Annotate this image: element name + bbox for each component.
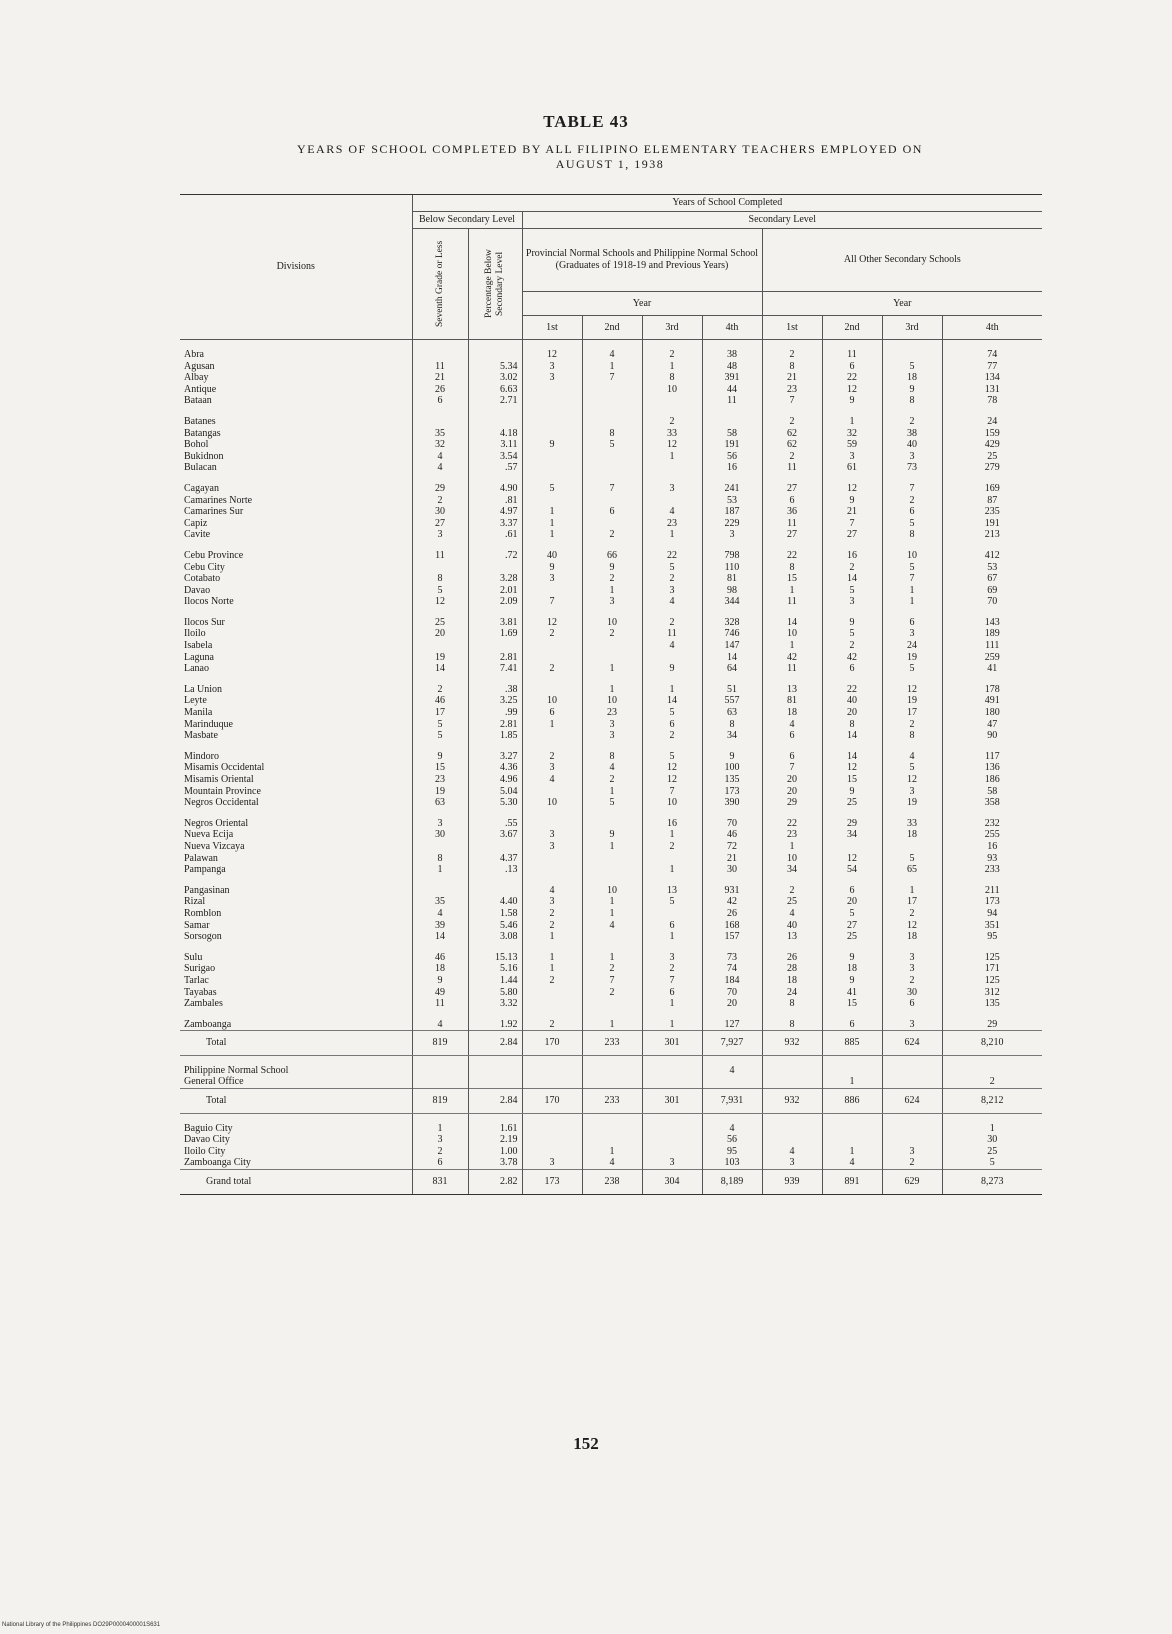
division-names: Baguio City Davao City Iloilo City Zamboanga City	[184, 1122, 251, 1169]
division-group	[180, 1010, 1042, 1031]
division-names: Negros Oriental Nueva Ecija Nueva Vizcaya Palawan Pampanga	[184, 817, 249, 876]
seventh-grade-values: 831	[432, 1176, 448, 1188]
prov-2nd-values: 66 9 2 1 3	[607, 549, 617, 608]
division-names: Batanes Batangas Bohol Bukidnon Bulacan	[184, 415, 224, 474]
year-4th-other: 4th	[942, 316, 1042, 340]
prov-2nd-values: 8 5	[609, 427, 615, 451]
prov-3rd-values: 304	[664, 1176, 680, 1188]
other-2nd-values: 1 4	[849, 1145, 855, 1169]
prov-2nd-values: 233	[604, 1095, 620, 1107]
division-group	[180, 608, 1042, 675]
other-3rd-values: 6 3 24 19 5	[907, 616, 917, 675]
prov-1st-values: 2	[549, 1018, 555, 1030]
other-4th-values: 169 87 235 191 213	[984, 482, 1000, 541]
year-2nd-other: 2nd	[822, 316, 882, 340]
other-1st-values: 27 6 36 11 27	[787, 482, 797, 541]
percentage-below-header: Percentage Below Secondary Level	[468, 229, 522, 340]
cities-row	[180, 1113, 1042, 1169]
seventh-grade-values: 9 15 23 19 63	[435, 750, 445, 809]
percentage-below-values: 3.27 4.36 4.96 5.04 5.30	[500, 750, 518, 809]
prov-2nd-values: 8 4 2 1 5	[609, 750, 615, 809]
other-2nd-values: 6 20 5 27 25	[847, 884, 857, 943]
division-group	[180, 407, 1042, 474]
below-secondary-header: Below Secondary Level	[412, 212, 522, 229]
other-3rd-values: 624	[904, 1037, 920, 1049]
year-3rd-other: 3rd	[882, 316, 942, 340]
other-2nd-values: 9 5 2 42 6	[847, 616, 857, 675]
grand-total-row	[180, 1170, 1042, 1195]
other-3rd-values: 624	[904, 1095, 920, 1107]
other-4th-values: 232 255 16 93 233	[984, 817, 1000, 876]
prov-4th-values: 328 746 147 14 64	[724, 616, 740, 675]
prov-4th-values: 73 74 184 70 20	[724, 951, 740, 1010]
prov-3rd-values: 3 2 7 6 1	[669, 951, 675, 1010]
other-3rd-values: 1 17 2 12 18	[907, 884, 917, 943]
prov-4th-values: 931 42 26 168 157	[724, 884, 740, 943]
prov-4th-values: 51 557 63 8 34	[724, 683, 740, 742]
percentage-below-values: .72 3.28 2.01 2.09	[500, 549, 518, 608]
years-completed-header: Years of School Completed	[412, 195, 1042, 212]
percentage-below-values: 4.18 3.11 3.54 .57	[500, 427, 518, 474]
prov-1st-values	[527, 1065, 578, 1077]
prov-4th-values: 70 46 72 21 30	[727, 817, 737, 876]
seventh-grade-values: 2 46 17 5 5	[435, 683, 445, 742]
division-names: Total	[206, 1095, 227, 1107]
prov-3rd-values: 301	[664, 1095, 680, 1107]
prov-1st-values: 1 1 2	[549, 951, 555, 986]
other-2nd-values: 886	[844, 1095, 860, 1107]
other-1st-values: 2 25 4 40 13	[787, 884, 797, 943]
seventh-grade-values: 3 30 8 1	[435, 817, 445, 876]
prov-1st-values: 2 3 4 10	[547, 750, 557, 809]
seventh-grade-values: 46 18 9 49 11	[435, 951, 445, 1010]
data-table-container	[180, 194, 1042, 1195]
seventh-grade-values: 819	[432, 1095, 448, 1107]
other-4th-values: 8,210	[981, 1037, 1004, 1049]
other-3rd-values: 33 18 5 65	[907, 817, 917, 876]
prov-1st-values: 5 1 1 1	[549, 482, 555, 541]
prov-4th-values: 4 56 95 103	[724, 1122, 740, 1169]
prov-4th-values: 4	[729, 1064, 735, 1076]
library-footer: National Library of the Philippines DO29P0000400001S631	[2, 1622, 161, 1628]
divisions-header: Divisions	[180, 195, 412, 340]
prov-1st-values: 170	[544, 1037, 560, 1049]
other-2nd-values: 16 2 14 5 3	[847, 549, 857, 608]
other-3rd-values: 2 38 40 3 73	[907, 415, 917, 474]
prov-2nd-values: 1	[609, 1018, 615, 1030]
prov-1st-values: 10 6 1	[547, 695, 557, 730]
other-2nd-values: 29 34 12 54	[847, 817, 857, 876]
seventh-grade-values: 11 21 26 6	[435, 360, 445, 407]
division-group	[180, 474, 1042, 541]
percentage-below-values: 3.81 1.69 2.81 7.41	[500, 616, 518, 675]
division-group	[180, 876, 1042, 943]
other-2nd-values: 14 12 15 9 25	[847, 750, 857, 809]
seventh-grade-values: 29 2 30 27 3	[435, 482, 445, 541]
other-2nd-values: 9 18 9 41 15	[847, 951, 857, 1010]
other-1st-values: 6 7 20 20 29	[787, 750, 797, 809]
other-4th-values: 178 491 180 47 90	[984, 683, 1000, 742]
prov-4th-values: 127	[724, 1018, 740, 1030]
prov-2nd-values: 1 10 23 3 3	[607, 683, 617, 742]
pns-row	[180, 1055, 1042, 1088]
percentage-below-values: 1.61 2.19 1.00 3.78	[500, 1122, 518, 1169]
other-4th-values: 24 159 429 25 279	[984, 415, 1000, 474]
other-4th-values: 2	[989, 1076, 995, 1088]
other-3rd-values: 4 5 12 3 19	[907, 750, 917, 809]
other-4th-values: 29	[987, 1018, 998, 1030]
prov-3rd-values: 13 5 6 1	[667, 884, 677, 943]
division-group	[180, 340, 1042, 407]
other-1st-values: 26 28 18 24 8	[787, 951, 797, 1010]
seventh-grade-values: 35 32 4 4	[435, 427, 445, 474]
table-subtitle	[200, 142, 1020, 172]
year-1st-other: 1st	[762, 316, 822, 340]
other-4th-values: 412 53 67 69 70	[984, 549, 1000, 608]
prov-4th-values: 58 191 56 16	[724, 427, 740, 474]
year-3rd-provincial: 3rd	[642, 316, 702, 340]
division-names: Grand total	[206, 1176, 252, 1188]
percentage-below-values: 2.84	[500, 1037, 518, 1049]
division-group	[180, 809, 1042, 876]
prov-2nd-values: 1 2 7 2	[609, 951, 615, 998]
prov-3rd-values: 2 1 8 10	[667, 349, 677, 395]
prov-1st-values: 170	[544, 1095, 560, 1107]
prov-3rd-values: 2 33 12 1	[667, 415, 677, 462]
other-4th-values: 117 136 186 58 358	[984, 750, 1000, 809]
seventh-grade-header: Seventh Grade or Less	[412, 229, 468, 340]
prov-4th-values: 9 100 135 173 390	[724, 750, 740, 809]
prov-1st-values: 173	[544, 1176, 560, 1188]
other-4th-values: 74 77 134 131 78	[984, 349, 1000, 407]
prov-3rd-values	[647, 1065, 698, 1077]
other-3rd-values: 10 5 7 1 1	[907, 549, 917, 608]
secondary-level-header: Secondary Level	[522, 212, 1042, 229]
other-2nd-values: 22 40 20 8 14	[847, 683, 857, 742]
other-3rd-values: 5 18 9 8	[907, 360, 917, 407]
other-3rd-values: 12 19 17 2 8	[907, 683, 917, 742]
percentage-below-values: .38 3.25 .99 2.81 1.85	[500, 683, 518, 742]
other-1st-values: 2 8 21 23 7	[787, 349, 797, 407]
prov-3rd-values: 1	[669, 1018, 675, 1030]
other-1st-values: 939	[784, 1176, 800, 1188]
prov-3rd-values: 3	[669, 1157, 675, 1169]
seventh-grade-values: 11 8 5 12	[435, 549, 445, 608]
other-2nd-values: 11 6 22 12 9	[847, 349, 857, 407]
division-names: La Union Leyte Manila Marinduque Masbate	[184, 683, 233, 742]
prov-3rd-values: 1 14 5 6 2	[667, 683, 677, 742]
percentage-below-values: 2.82	[500, 1176, 518, 1188]
division-names: Mindoro Misamis Occidental Misamis Oriental Mountain Province Negros Occidental	[184, 750, 265, 809]
prov-4th-values: 798 110 81 98 344	[724, 549, 740, 608]
prov-1st-values: 40 9 3 7	[547, 549, 557, 608]
other-1st-values: 13 81 18 4 6	[787, 683, 797, 742]
division-names: Cebu Province Cebu City Cotabato Davao Ilocos Norte	[184, 549, 244, 608]
percentage-below-values: 1.92	[500, 1018, 518, 1030]
seventh-grade-values: 4	[437, 1018, 443, 1030]
percentage-below-values: 2.84	[500, 1095, 518, 1107]
seventh-grade-values: 35 4 39 14	[435, 896, 445, 943]
other-1st-values: 932	[784, 1095, 800, 1107]
division-group	[180, 742, 1042, 809]
seventh-grade-values	[417, 1065, 464, 1077]
other-3rd-values: 3 3 2 30 6	[907, 951, 917, 1010]
other-3rd-values: 7 2 6 5 8	[909, 482, 915, 541]
prov-1st-values: 9	[549, 439, 555, 451]
percentage-below-values	[473, 1065, 518, 1077]
prov-2nd-values: 10 1 1 4	[607, 884, 617, 931]
other-2nd-values: 12 9 21 7 27	[847, 482, 857, 541]
division-names: Ilocos Sur Iloilo Isabela Laguna Lanao	[184, 616, 225, 675]
division-names: Sulu Surigao Tarlac Tayabas Zambales	[184, 951, 223, 1010]
other-2nd-values: 885	[844, 1037, 860, 1049]
year-2nd-provincial: 2nd	[582, 316, 642, 340]
other-2nd-values: 891	[844, 1176, 860, 1188]
subtitle-line-1: YEARS OF SCHOOL COMPLETED BY ALL FILIPINO ELEMENTARY TEACHERS EMPLOYED ON	[297, 142, 923, 156]
prov-2nd-values: 7 6 2	[609, 482, 615, 541]
prov-3rd-values: 5 12 12 7 10	[667, 750, 677, 809]
prov-4th-values: 8,189	[720, 1176, 744, 1188]
percentage-below-values: .55 3.67 4.37 .13	[500, 817, 518, 876]
percentage-below-values: 4.40 1.58 5.46 3.08	[500, 896, 518, 943]
division-names: Pangasinan Rizal Romblon Samar Sorsogon	[184, 884, 230, 943]
division-names: Philippine Normal School General Office	[184, 1064, 289, 1088]
prov-2nd-values: 233	[604, 1037, 620, 1049]
provincial-normal-header: Provincial Normal Schools and Philippine Normal School (Graduates of 1918-19 and Previous Years)	[522, 229, 762, 292]
other-2nd-values: 1 32 59 3 61	[847, 415, 857, 474]
prov-3rd-values: 3 4 23 1	[667, 482, 677, 541]
prov-3rd-values: 16 1 2 1	[667, 817, 677, 876]
total-row	[180, 1031, 1042, 1056]
other-4th-values: 125 171 125 312 135	[984, 951, 1000, 1010]
teachers-table	[180, 194, 1042, 1195]
other-1st-values: 22 23 1 10 34	[787, 817, 797, 876]
prov-3rd-values: 22 5 2 3 4	[667, 549, 677, 608]
division-names: Cagayan Camarines Norte Camarines Sur Capiz Cavite	[184, 482, 253, 541]
other-3rd-values: 3 2	[909, 1145, 915, 1169]
other-3rd-values	[887, 1065, 938, 1077]
other-4th-values: 1 30 25 5	[987, 1122, 998, 1169]
prov-1st-values: 3 3	[549, 829, 555, 852]
prov-4th-values: 241 53 187 229 3	[724, 482, 740, 541]
other-4th-values: 8,273	[981, 1176, 1004, 1188]
table-header	[180, 195, 1042, 340]
other-1st-values: 2 62 62 2 11	[787, 415, 797, 474]
prov-3rd-values: 2 11 4 9	[667, 616, 677, 675]
seventh-grade-values: 25 20 19 14	[435, 616, 445, 675]
prov-2nd-values: 238	[604, 1176, 620, 1188]
other-1st-values: 22 8 15 1 11	[787, 549, 797, 608]
division-group	[180, 541, 1042, 608]
prov-4th-values: 7,931	[720, 1095, 744, 1107]
other-2nd-values: 1	[849, 1076, 855, 1088]
prov-4th-values: 7,927	[720, 1037, 744, 1049]
prov-2nd-values	[587, 1065, 638, 1077]
prov-4th-values: 38 48 391 44 11	[724, 349, 740, 407]
other-3rd-values: 3	[909, 1018, 915, 1030]
other-1st-values	[767, 1065, 818, 1077]
subtitle-line-2: AUGUST 1, 1938	[555, 157, 665, 171]
prov-2nd-values: 10 2 1	[607, 616, 617, 675]
other-1st-values: 14 10 1 42 11	[787, 616, 797, 675]
year-4th-provincial: 4th	[702, 316, 762, 340]
year-header-other: Year	[762, 292, 1042, 316]
division-names: Total	[206, 1037, 227, 1049]
percentage-below-values: 15.13 5.16 1.44 5.80 3.32	[495, 951, 518, 1010]
other-1st-values: 932	[784, 1037, 800, 1049]
prov-2nd-values: 9 1	[609, 829, 615, 852]
division-names: Abra Agusan Albay Antique Bataan	[184, 349, 217, 407]
prov-1st-values: 3	[549, 1157, 555, 1169]
percentage-below-values: 4.90 .81 4.97 3.37 .61	[500, 482, 518, 541]
division-group	[180, 943, 1042, 1010]
prov-2nd-values: 1 4	[609, 1145, 615, 1169]
other-2nd-values: 6	[849, 1018, 855, 1030]
other-1st-values: 4 3	[789, 1145, 795, 1169]
table-body	[180, 340, 1042, 1195]
all-other-secondary-header: All Other Secondary Schools	[762, 229, 1042, 292]
table-title: TABLE 43	[543, 112, 629, 131]
prov-1st-values: 4 3 2 2 1	[549, 884, 555, 943]
prov-3rd-values: 301	[664, 1037, 680, 1049]
other-1st-values: 8	[789, 1018, 795, 1030]
division-group	[180, 675, 1042, 742]
prov-2nd-values: 4 1 7	[609, 349, 615, 384]
year-1st-provincial: 1st	[522, 316, 582, 340]
page-number: 152	[573, 1434, 599, 1453]
other-4th-values: 211 173 94 351 95	[984, 884, 1000, 943]
division-names: Zamboanga	[184, 1018, 232, 1030]
other-4th-values: 143 189 111 259 41	[984, 616, 1000, 675]
percentage-below-values: 5.34 3.02 6.63 2.71	[500, 360, 518, 407]
prov-1st-values: 12 3 3	[547, 349, 557, 384]
year-header-provincial: Year	[522, 292, 762, 316]
other-3rd-values: 629	[904, 1176, 920, 1188]
other-4th-values: 8,212	[981, 1095, 1004, 1107]
seventh-grade-values: 819	[432, 1037, 448, 1049]
seventh-grade-values: 1 3 2 6	[437, 1122, 443, 1169]
prov-1st-values: 12 2 2	[547, 616, 557, 675]
total-row-2	[180, 1089, 1042, 1114]
